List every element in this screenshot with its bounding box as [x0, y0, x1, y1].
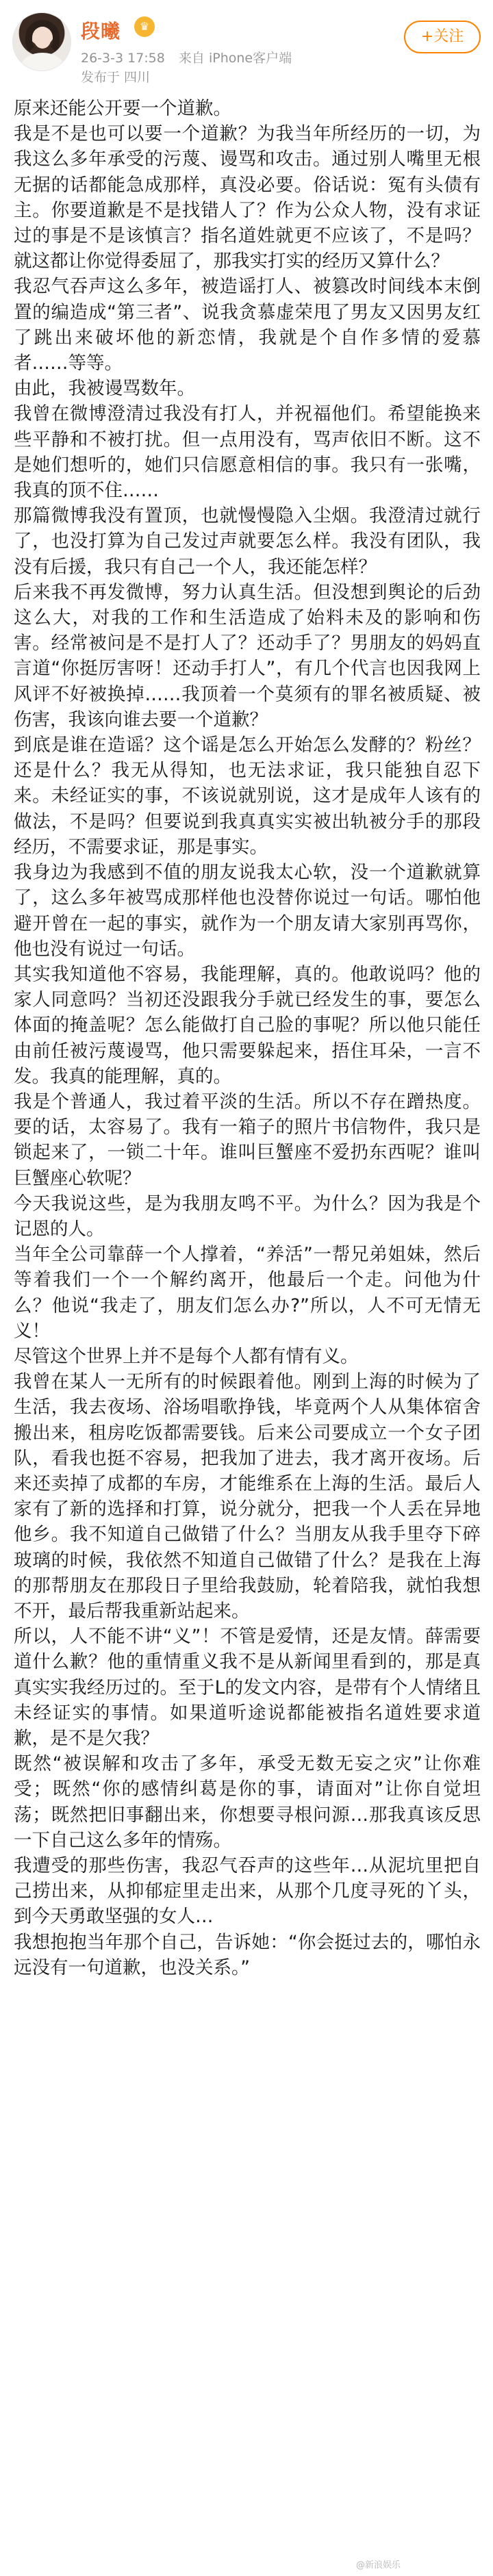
post-paragraph: 我身边为我感到不值的朋友说我太心软，没一个道歉就算了，这么多年被骂成那样他也没替你说过一句话。哪怕他避开曾在一起的事实，就作为一个朋友请大家别再骂你，他也没有说过一句话。 — [14, 862, 481, 960]
watermark: @新浪娱乐 — [356, 2560, 401, 2571]
avatar-face-shape — [34, 27, 51, 49]
post-paragraph: 后来我不再发微博，努力认真生活。但没想到舆论的后劲这么大，对我的工作和生活造成了始料未及的影响和伤害。经常被问是不是打人了？还动手了？男朋友的妈妈直言道“你挺厉害呀！还动手打人”，有几个代言也因我网上风评不好被换掉……我顶着一个莫须有的罪名被质疑、被伤害，我该向谁去要一个道歉？ — [14, 581, 481, 730]
avatar-body-shape — [21, 53, 64, 71]
post-paragraph: 我想抱抱当年那个自己，告诉她：“你会挺过去的，哪怕永远没有一句道歉，也没关系。” — [14, 1931, 481, 1978]
post-time: 26-3-3 17:58 — [81, 51, 165, 66]
post-paragraph: 到底是谁在造谣？这个谣是怎么开始怎么发酵的？粉丝？还是什么？我无从得知，也无法求证，我只能独自忍下来。未经证实的事，不该说就别说，这才是成年人该有的做法，不是吗？但要说到我真真实实被出轨被分手的那段经历，不需要求证，那是事实。 — [14, 735, 481, 858]
post-paragraph: 那篇微博我没有置顶，也就慢慢隐入尘烟。我澄清过就行了，也没打算为自己发过声就要怎么样。我没有团队，我没有后援，我只有自己一个人，我还能怎样？ — [14, 505, 481, 578]
post-paragraph: 我是个普通人，我过着平淡的生活。所以不存在蹭热度。要的话，太容易了。我有一箱子的照片书信物件，我只是锁起来了，一锁二十年。谁叫巨蟹座不爱扔东西呢？谁叫巨蟹座心软呢？ — [14, 1091, 481, 1189]
post-paragraph: 我遭受的那些伤害，我忍气吞声的这些年…从泥坑里把自己捞出来，从抑郁症里走出来，从那个几度寻死的丫头，到今天勇敢坚强的女人… — [14, 1855, 481, 1928]
follow-button[interactable]: +关注 — [404, 21, 481, 53]
post-location: 发布于 四川 — [81, 70, 151, 85]
avatar[interactable] — [12, 12, 71, 71]
post-paragraph: 我是不是也可以要一个道歉？为我当年所经历的一切，为我这么多年承受的污蔑、谩骂和攻击。通过别人嘴里无根无据的话都能急成那样，真没必要。俗话说：冤有头债有主。你要道歉是不是找错人了？作为公众人物，没有求证过的事是不是该慎言？指名道姓就更不应该了，不是吗？就这都让你觉得委屈了，那我实打实的经历又算什么？ — [14, 123, 481, 272]
post-paragraph: 原来还能公开要一个道歉。 — [14, 98, 231, 119]
post-paragraph: 我曾在某人一无所有的时候跟着他。刚到上海的时候为了生活，我去夜场、浴场唱歌挣钱，毕竟两个人从集体宿舍搬出来，租房吃饭都需要钱。后来公司要成立一个女子团队，看我也挺不容易，把我加了进去，我才离开夜场。后来还卖掉了成都的车房，才能维系在上海的生活。最后人家有了新的选择和打算，说分就分，把我一个人丢在异地他乡。我不知道自己做错了什么？当朋友从我手里夺下碎玻璃的时候，我依然不知道自己做错了什么？是我在上海的那帮朋友在那段日子里给我鼓励，轮着陪我，就怕我想不开，最后帮我重新站起来。 — [14, 1371, 481, 1622]
post-paragraph: 当年全公司靠薛一个人撑着，“养活”一帮兄弟姐妹，然后等着我们一个一个解约离开，他最后一个走。问他为什么？他说“我走了，朋友们怎么办?”所以，人不可无情无义！ — [14, 1244, 481, 1342]
post-source: 来自 iPhone客户端 — [178, 51, 292, 66]
post-paragraph: 我曾在微博澄清过我没有打人，并祝福他们。希望能换来些平静和不被打扰。但一点用没有，骂声依旧不断。这不是她们想听的，她们只信愿意相信的事。我只有一张嘴，我真的顶不住…… — [14, 403, 481, 502]
crown-badge-icon: ♛ — [134, 16, 155, 37]
post-paragraph: 既然“被误解和攻击了多年，承受无数无妄之灾”让你难受；既然“你的感情纠葛是你的事，请面对”让你自觉坦荡；既然把旧事翻出来，你想要寻根问源…那我真该反思一下自己这么多年的情殇。 — [14, 1753, 481, 1851]
post-paragraph: 今天我说这些，是为我朋友鸣不平。为什么？因为我是个记恩的人。 — [14, 1193, 481, 1240]
post-paragraph: 尽管这个世界上并不是每个人都有情有义。 — [14, 1345, 359, 1367]
author-name[interactable]: 段曦 — [81, 20, 121, 42]
post-paragraph: 所以，人不能不讲“义”！不管是爱情，还是友情。薛需要道什么歉？他的重情重义我不是从新闻里看到的，那是真真实实我经历过的。至于L的发文内容，是带有个人情绪且未经证实的事情。如果道听途说都能被指名道姓要求道歉，是不是欠我？ — [14, 1626, 481, 1749]
post-paragraph: 我忍气吞声这么多年，被造谣打人、被篡改时间线本末倒置的编造成“第三者”、说我贪慕虚荣甩了男友又因男友红了跳出来破坏他的新恋情，我就是个自作多情的爱慕者……等等。 — [14, 276, 481, 374]
post-paragraph: 其实我知道他不容易，我能理解，真的。他敢说吗？他的家人同意吗？当初还没跟我分手就已经发生的事，要怎么体面的掩盖呢？怎么能做打自己脸的事呢？所以他只能任由前任被污蔑谩骂，他只需要躲起来，捂住耳朵，一言不发。我真的能理解，真的。 — [14, 963, 481, 1087]
post-content — [14, 96, 481, 1980]
post-paragraph: 由此，我被谩骂数年。 — [14, 378, 195, 400]
post-header — [0, 0, 493, 89]
post-meta — [81, 48, 301, 66]
